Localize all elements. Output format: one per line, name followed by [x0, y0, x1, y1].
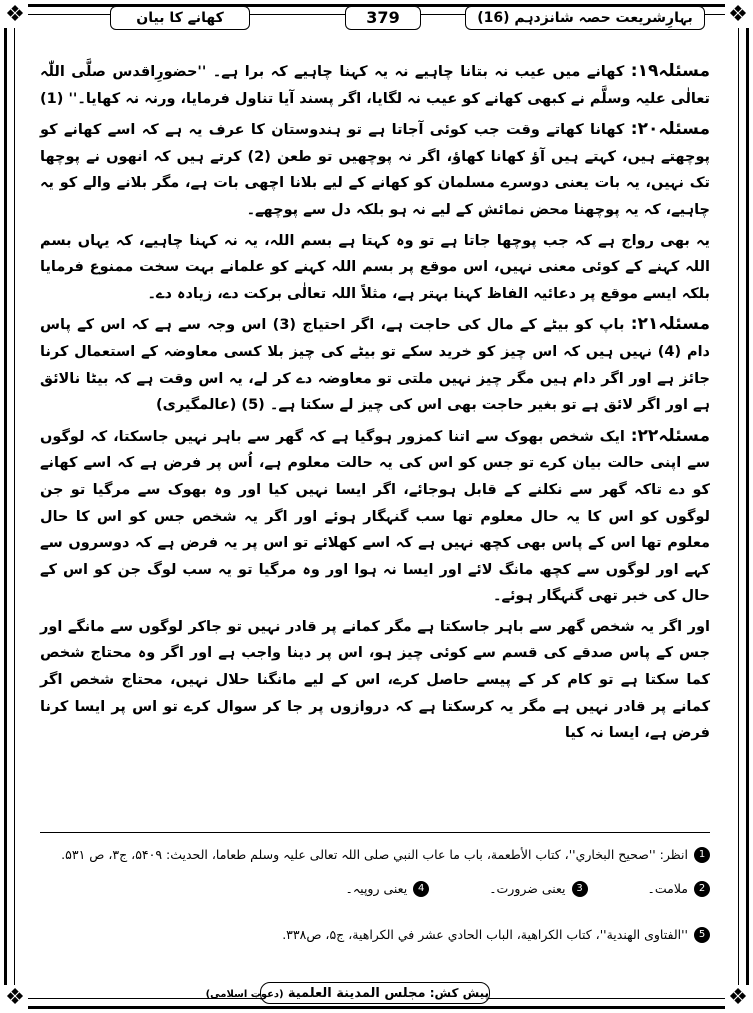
paragraph-text: کھانا کھاتے وقت جب کوئی آجاتا ہے تو ہندوستان کا عرف یہ ہے کہ اسے کھانے کو پوچھتے ہیں، کہتے ہیں آؤ کھانا کھاؤ، اگر نہ پوچھیں تو طعن (2) کرتے ہیں کہ انھوں نے پوچھا تک نہیں، یہ بات یعنی دوسرے مسلمان کو کھانے کے لیے بلانا اچھی بات ہے، مگر بلانے والے کو یہ چاہیے، کہ یہ پوچھنا محض نمائش کے لیے نہ ہو بلکہ دل سے پوچھے۔: [40, 122, 710, 218]
page-number: 379: [345, 6, 421, 30]
paragraph-text: باپ کو بیٹے کے مال کی حاجت ہے، اگر احتیاج (3) اس وجہ سے ہے کہ اس کے پاس دام (4) نہیں ہیں کہ اس چیز کو خرید سکے تو بیٹے کی چیز بلا کسی معاوضہ کے استعمال کرنا جائز ہے اور اگر دام ہیں مگر چیز نہیں ملتی تو معاوضہ دے کر لے، یہ اس وقت ہے کہ بیٹا نالائق ہے اور اگر لائق ہے تو بغیر حاجت بھی اس کی چیز لے سکتا ہے۔ (5) (عالمگیری): [40, 317, 710, 414]
footnote-text: انظر: ''صحیح البخاري''، کتاب الأطعمة، باب ما عاب النبي صلی اللہ تعالی علیہ وسلم طعاما، الحدیث: ۵۴۰۹، ج۳، ص ۵۳۱.: [61, 847, 688, 862]
footnote: [489, 878, 587, 900]
paragraph: [40, 228, 710, 308]
corner-ornament-icon: ❖: [725, 2, 751, 28]
footnote-number: 2: [694, 881, 710, 897]
masala-label: مسئلہ۲۱:: [630, 314, 710, 335]
footnote-text: یعنی ضرورت۔: [489, 881, 566, 896]
paragraph: [40, 58, 710, 112]
paragraph-text: اور اگر یہ شخص گھر سے باہر جاسکتا ہے مگر کمانے پر قادر نہیں تو جاکر لوگوں سے مانگے اور جس کے پاس صدقے کی قسم سے کوئی چیز ہو، اس پر دینا واجب ہے اور اگر وہ محتاج شخص کما سکتا ہے تو کام کر کے پیسے حاصل کرے، اس کے لیے مانگنا حلال نہیں، محتاج شخص اگر کمانے پر قادر نہیں ہے مگر یہ کرسکتا ہے کہ دروازوں پر جا کر سوال کرے تو اس پر ایسا کرنا فرض ہے، ایسا نہ کیا: [40, 618, 710, 742]
footnote: [346, 878, 430, 900]
paragraph-text: یہ بھی رواج ہے کہ جب پوچھا جاتا ہے تو وہ کہتا ہے بسم اللہ، یہ نہ کہنا چاہیے، کہ یہاں بسم اللہ کہنے کے کوئی معنی نہیں، اس موقع پر بسم اللہ کہنے کو علمانے بہت سخت ممنوع فرمایا بلکہ ایسے موقع پر دعائیہ الفاظ کہنا بہتر ہے، مثلاً اللہ تعالٰی برکت دے، زیادہ دے۔: [40, 232, 710, 302]
paragraph-text: ایک شخص بھوک سے اتنا کمزور ہوگیا ہے کہ گھر سے باہر نہیں جاسکتا، کہ لوگوں سے اپنی حالت بیان کرے تو جس کو اس کی یہ حالت معلوم ہے، اُس پر فرض ہے کہ اسے کھانے کو دے تاکہ گھر سے نکلنے کے قابل ہوجائے، اگر ایسا نہیں کیا اور وہ بھوک سے مرگیا تو جن لوگوں کو اس کا یہ حال معلوم تھا سب گنہگار ہوئے اور اگر یہ شخص جس کو اس کا حال معلوم تھا اس کے پاس بھی کچھ نہیں ہے کہ اسے کھلائے تو اس پر یہ فرض ہے کہ دوسروں سے کہے اور لوگوں سے کچھ مانگ لائے اور ایسا نہ ہوا اور وہ مرگیا تو یہ سب لوگ جن کو اس کے حال کی خبر تھی گنہگار ہوئے۔: [40, 428, 710, 605]
footnote: [40, 924, 710, 946]
masala-label: مسئلہ۲۰:: [630, 119, 710, 140]
masala-label: مسئلہ۱۹:: [630, 61, 710, 81]
page-body: [40, 58, 710, 751]
footnote-number: 3: [572, 881, 588, 897]
footnote: [40, 844, 710, 866]
paragraph-text: کھانے میں عیب نہ بتانا چاہیے نہ یہ کہنا چاہیے کہ برا ہے۔ ''حضورِاقدس صلَّی اللّٰہ تعالٰی علیہ وسلَّم نے کبھی کھانے کو عیب نہ لگایا، اگر پسند آیا تناول فرمایا، ورنہ نہ کھایا۔'' (1): [40, 64, 710, 107]
masala-label: مسئلہ۲۲:: [630, 425, 710, 446]
publisher-footer: [205, 982, 490, 1004]
footnote-number: 5: [694, 927, 710, 943]
footnote-text: ''الفتاوی الھندیة''، کتاب الکراھیة، الباب الحادي عشر في الکراھیة، ج۵، ص۳۳۸.: [282, 927, 688, 942]
footnote-divider: [40, 832, 710, 833]
corner-ornament-icon: ❖: [2, 2, 28, 28]
footnote-text: ملامت۔: [647, 881, 688, 896]
paragraph: [40, 311, 710, 418]
paragraph: [40, 614, 710, 747]
corner-ornament-icon: ❖: [2, 985, 28, 1011]
footnote-text: یعنی روپیہ۔: [345, 881, 408, 896]
footer-org: مجلس المدینة العلمیة: [287, 986, 426, 1001]
footer-prefix: پیش کش:: [429, 986, 489, 1000]
footnote-number: 1: [694, 847, 710, 863]
footnote: [648, 878, 710, 900]
chapter-title: کھانے کا بیان: [110, 6, 250, 30]
footnote-row: [40, 878, 710, 912]
footer-suffix: (دعوتِ اسلامی): [205, 989, 284, 1000]
footnote-number: 4: [413, 881, 429, 897]
book-title: بہارِشریعت حصہ شانزدہم (16): [465, 6, 705, 30]
footnotes: [40, 844, 710, 958]
paragraph: [40, 116, 710, 223]
paragraph: [40, 423, 710, 610]
corner-ornament-icon: ❖: [725, 985, 751, 1011]
